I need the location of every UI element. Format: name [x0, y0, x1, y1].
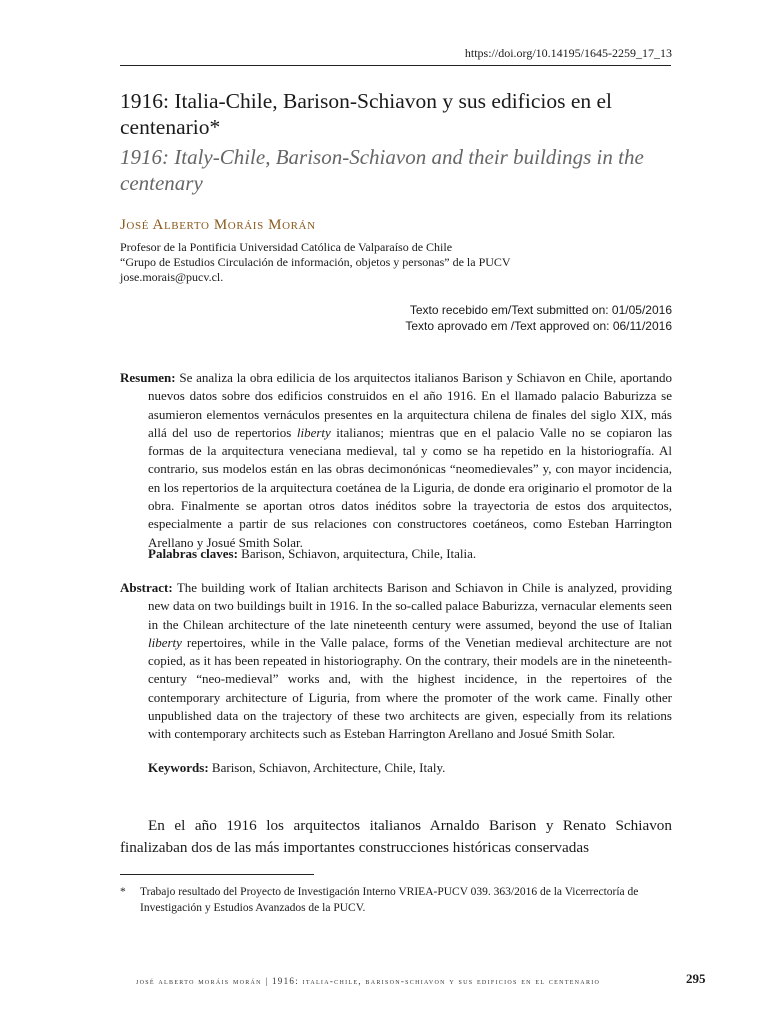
affiliation-university: Profesor de la Pontificia Universidad Católica de Valparaíso de Chile: [120, 240, 453, 254]
abstract-keywords: [148, 759, 445, 777]
author-email[interactable]: jose.morais@pucv.cl.: [120, 270, 224, 284]
abstract-text-2: repertoires, while in the Valle palace, forms of the Venetian medieval architecture are not copied, as it has been repeated in historiography. On the contrary, their models are in the nineteenth-century “neo-medieval” works and, with the highest incidence, in the repertoires of the contemporary architecture of Liguria, from where the promoter of the work came. Finally other unpublished data on the trajectory of these two architects are given, especially from its relations with contemporary architects such as Esteban Harrington Arellano and Josué Smith Solar.: [148, 634, 672, 742]
resumen-text-1: Se analiza la obra edilicia de los arquitectos italianos Barison y Schiavon en Chile, aportando nuevos datos sobre dos edificios construidos en el año 1916. En el llamado palacio Baburizza se asumieron elementos vernáculos presentes en la arquitectura chilena de finales del siglo XIX, más allá del uso de repertorios: [148, 370, 672, 440]
page-number: 295: [686, 971, 706, 986]
abstract-keywords-label: Keywords:: [148, 760, 209, 775]
affiliation-group: “Grupo de Estudios Circulación de información, objetos y personas” de la PUCV: [120, 255, 511, 269]
running-head: josé alberto moráis morán | 1916: italia-chile, barison-schiavon y sus edificios en el centenario: [136, 976, 601, 986]
submission-dates: [405, 302, 672, 334]
doi-link[interactable]: https://doi.org/10.14195/1645-2259_17_13: [464, 46, 672, 60]
resumen-keywords: [148, 545, 476, 563]
author-name: José Alberto Moráis Morán: [120, 217, 316, 233]
footnote-text: Trabajo resultado del Proyecto de Investigación Interno VRIEA-PUCV 039. 363/2016 de la Vicerrectoría de Investigación y Estudios Avanzados de la PUCV.: [140, 886, 639, 914]
abstract-label: Abstract:: [120, 580, 173, 595]
abstract-text-1: The building work of Italian architects Barison and Schiavon in Chile is analyzed, providing new data on two buildings built in 1916. In the so-called palace Baburizza, vernacular elements seen in the Chilean architecture of the late nineteenth century were assumed, beyond the use of Italian: [148, 580, 673, 632]
body-paragraph: En el año 1916 los arquitectos italianos Arnaldo Barison y Renato Schiavon finalizaban dos de las más importantes construcciones históricas conservadas: [120, 817, 672, 856]
abstract-paragraph: [120, 579, 672, 744]
resumen-text-2: italianos; mientras que en el palacio Valle no se copiaron las formas de la arquitectura veneciana medieval, tal y como se ha repetido en la historiografía. Al contrario, sus modelos están en las obras decimonónicas “neomedievales” y, con mayor incidencia, en los repertorios de la arquitectura coetánea de la Liguria, de donde era originario el promotor de la obra. Finalmente se aportan otros datos inéditos sobre la trayectoria de estos dos arquitectos, especialmente a partir de sus relaciones con constructores coetáneos, como Esteban Harrington Arellano y Josué Smith Solar.: [148, 424, 672, 550]
author-affiliation: [120, 240, 680, 285]
footnote-rule: [120, 874, 314, 875]
date-approved: Texto aprovado em /Text approved on: 06/11/2016: [405, 319, 672, 333]
resumen-italic: liberty: [296, 424, 331, 440]
resumen-keywords-text: Barison, Schiavon, arquitectura, Chile, Italia.: [241, 546, 477, 561]
resumen-label: Resumen:: [120, 370, 176, 385]
footnote-mark: *: [120, 886, 126, 898]
resumen-keywords-label: Palabras claves:: [148, 546, 238, 561]
title-spanish: 1916: Italia-Chile, Barison-Schiavon y sus edificios en el centenario*: [120, 89, 613, 139]
abstract-keywords-text: Barison, Schiavon, Architecture, Chile, Italy.: [211, 760, 446, 775]
resumen-paragraph: [120, 369, 672, 552]
abstract-italic: liberty: [148, 634, 182, 650]
date-submitted: Texto recebido em/Text submitted on: 01/05/2016: [409, 303, 672, 317]
header-rule: [120, 65, 671, 66]
title-english: 1916: Italy-Chile, Barison-Schiavon and their buildings in the centenary: [120, 145, 644, 195]
